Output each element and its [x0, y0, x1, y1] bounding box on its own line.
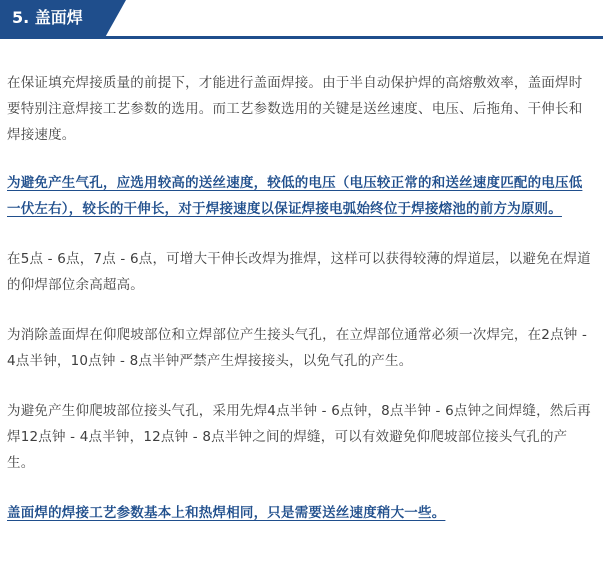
section-divider	[0, 36, 603, 39]
article-body	[7, 70, 591, 526]
paragraph-key-principle: 为避免产生气孔，应选用较高的送丝速度，较低的电压（电压较正常的和送丝速度匹配的电压低一伏左右），较长的干伸长，对于焊接速度以保证焊接电弧始终位于焊接熔池的前方为原则。	[7, 175, 583, 217]
section-title: 5. 盖面焊	[12, 8, 83, 27]
paragraph-intro: 在保证填充焊接质量的前提下，才能进行盖面焊接。由于半自动保护焊的高熔敷效率，盖面焊时要特别注意焊接工艺参数的选用。而工艺参数选用的关键是送丝速度、电压、后拖角、干伸长和焊接速度。	[7, 75, 583, 143]
paragraph-push-welding: 在5点 - 6点，7点 - 6点，可增大干伸长改焊为推焊，这样可以获得较薄的焊道层，以避免在焊道的仰焊部位余高超高。	[7, 251, 591, 293]
paragraph-summary: 盖面焊的焊接工艺参数基本上和热焊相同，只是需要送丝速度稍大一些。	[7, 505, 446, 521]
paragraph-vertical-welding: 为消除盖面焊在仰爬坡部位和立焊部位产生接头气孔，在立焊部位通常必须一次焊完，在2点钟 - 4点半钟，10点钟 - 8点半钟严禁产生焊接接头，以免气孔的产生。	[7, 327, 588, 369]
section-header	[0, 0, 603, 36]
paragraph-welding-sequence: 为避免产生仰爬坡部位接头气孔，采用先焊4点半钟 - 6点钟，8点半钟 - 6点钟之间焊缝，然后再焊12点钟 - 4点半钟，12点钟 - 8点半钟之间的焊缝，可以有效避免仰爬坡部位接头气孔的产生。	[7, 403, 591, 471]
